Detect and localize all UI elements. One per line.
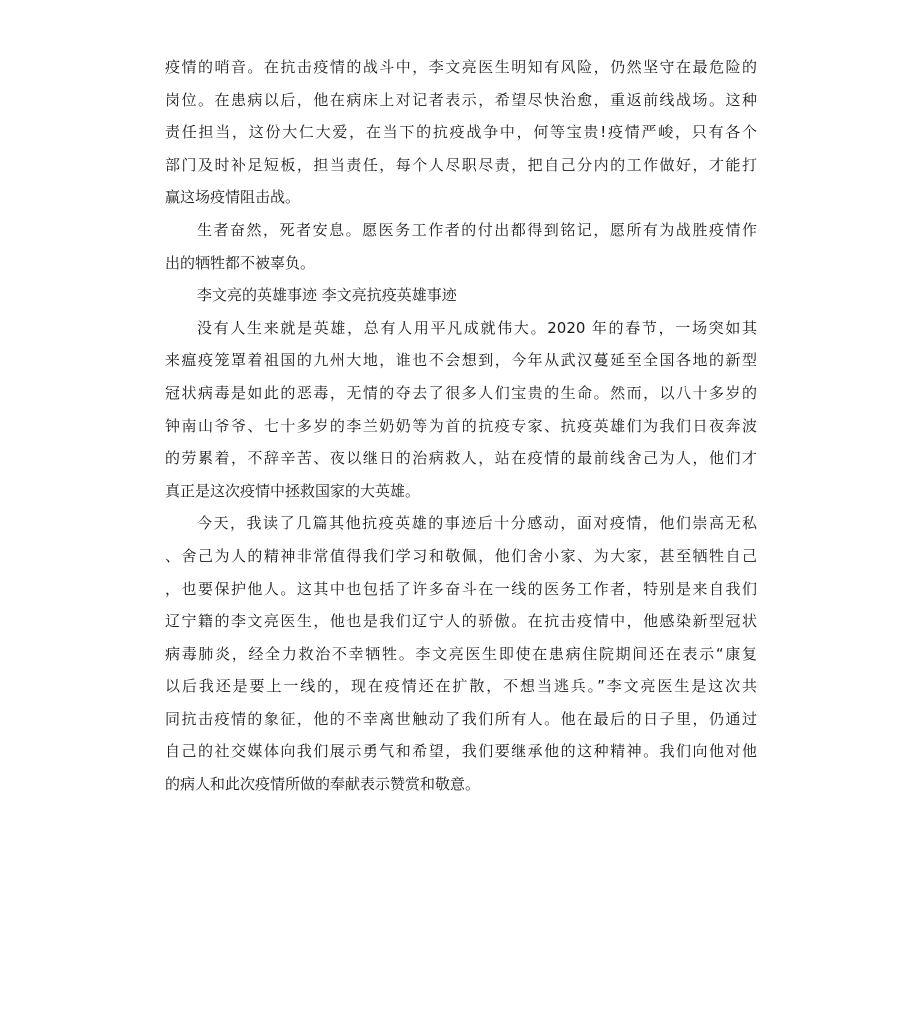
text-line: 责任担当，这份大仁大爱，在当下的抗疫战争中，何等宝贵!疫情严峻，只有各个 xyxy=(165,123,757,142)
text-line: 辽宁籍的李文亮医生，他也是我们辽宁人的骄傲。在抗击疫情中，他感染新型冠状 xyxy=(165,612,757,631)
paragraph-tribute xyxy=(165,214,757,279)
paragraph-today xyxy=(165,507,757,800)
section-title-text: 李文亮的英雄事迹 李文亮抗疫英雄事迹 xyxy=(197,286,457,305)
text-line: ，也要保护他人。这其中也包括了许多奋斗在一线的医务工作者，特别是来自我们 xyxy=(165,579,757,598)
text-line: 出的牺牲都不被辜负。 xyxy=(165,253,316,272)
text-line: 赢这场疫情阻击战。 xyxy=(165,188,301,207)
text-line: 岗位。在患病以后，他在病床上对记者表示，希望尽快治愈，重返前线战场。这种 xyxy=(165,90,757,109)
text-line: 自己的社交媒体向我们展示勇气和希望，我们要继承他的这种精神。我们向他对他 xyxy=(165,742,757,761)
text-line: 部门及时补足短板，担当责任，每个人尽职尽责，把自己分内的工作做好，才能打 xyxy=(165,155,757,174)
text-line: 今天，我读了几篇其他抗疫英雄的事迹后十分感动，面对疫情，他们崇高无私 xyxy=(197,514,757,533)
text-line: 冠状病毒是如此的恶毒，无情的夺去了很多人们宝贵的生命。然而，以八十多岁的 xyxy=(165,383,757,402)
text-line: 生者奋然，死者安息。愿医务工作者的付出都得到铭记，愿所有为战胜疫情作 xyxy=(197,220,757,239)
paragraph-continuation xyxy=(165,51,757,214)
text-line: 、舍己为人的精神非常值得我们学习和敬佩，他们舍小家、为大家，甚至牺牲自己 xyxy=(165,546,757,565)
text-line: 来瘟疫笼罩着祖国的九州大地，谁也不会想到，今年从武汉蔓延至全国各地的新型 xyxy=(165,351,757,370)
text-line: 病毒肺炎，经全力救治不幸牺牲。李文亮医生即使在患病住院期间还在表示“康复 xyxy=(165,644,757,663)
text-line: 的劳累着，不辞辛苦、夜以继日的治病救人，站在疫情的最前线舍己为人，他们才 xyxy=(165,449,757,468)
text-line: 以后我还是要上一线的，现在疫情还在扩散，不想当逃兵。”李文亮医生是这次共 xyxy=(165,677,757,696)
section-title xyxy=(165,279,757,312)
text-line: 的病人和此次疫情所做的奉献表示赞赏和敬意。 xyxy=(165,775,481,794)
document-body xyxy=(165,51,757,801)
text-line: 没有人生来就是英雄，总有人用平凡成就伟大。2020 年的春节，一场突如其 xyxy=(197,318,757,337)
text-line: 钟南山爷爷、七十多岁的李兰奶奶等为首的抗疫专家、抗疫英雄们为我们日夜奔波 xyxy=(165,416,757,435)
paragraph-heroes xyxy=(165,312,757,508)
text-line: 真正是这次疫情中拯救国家的大英雄。 xyxy=(165,481,421,500)
text-line: 同抗击疫情的象征，他的不幸离世触动了我们所有人。他在最后的日子里，仍通过 xyxy=(165,709,757,728)
text-line: 疫情的哨音。在抗击疫情的战斗中，李文亮医生明知有风险，仍然坚守在最危险的 xyxy=(165,58,757,76)
